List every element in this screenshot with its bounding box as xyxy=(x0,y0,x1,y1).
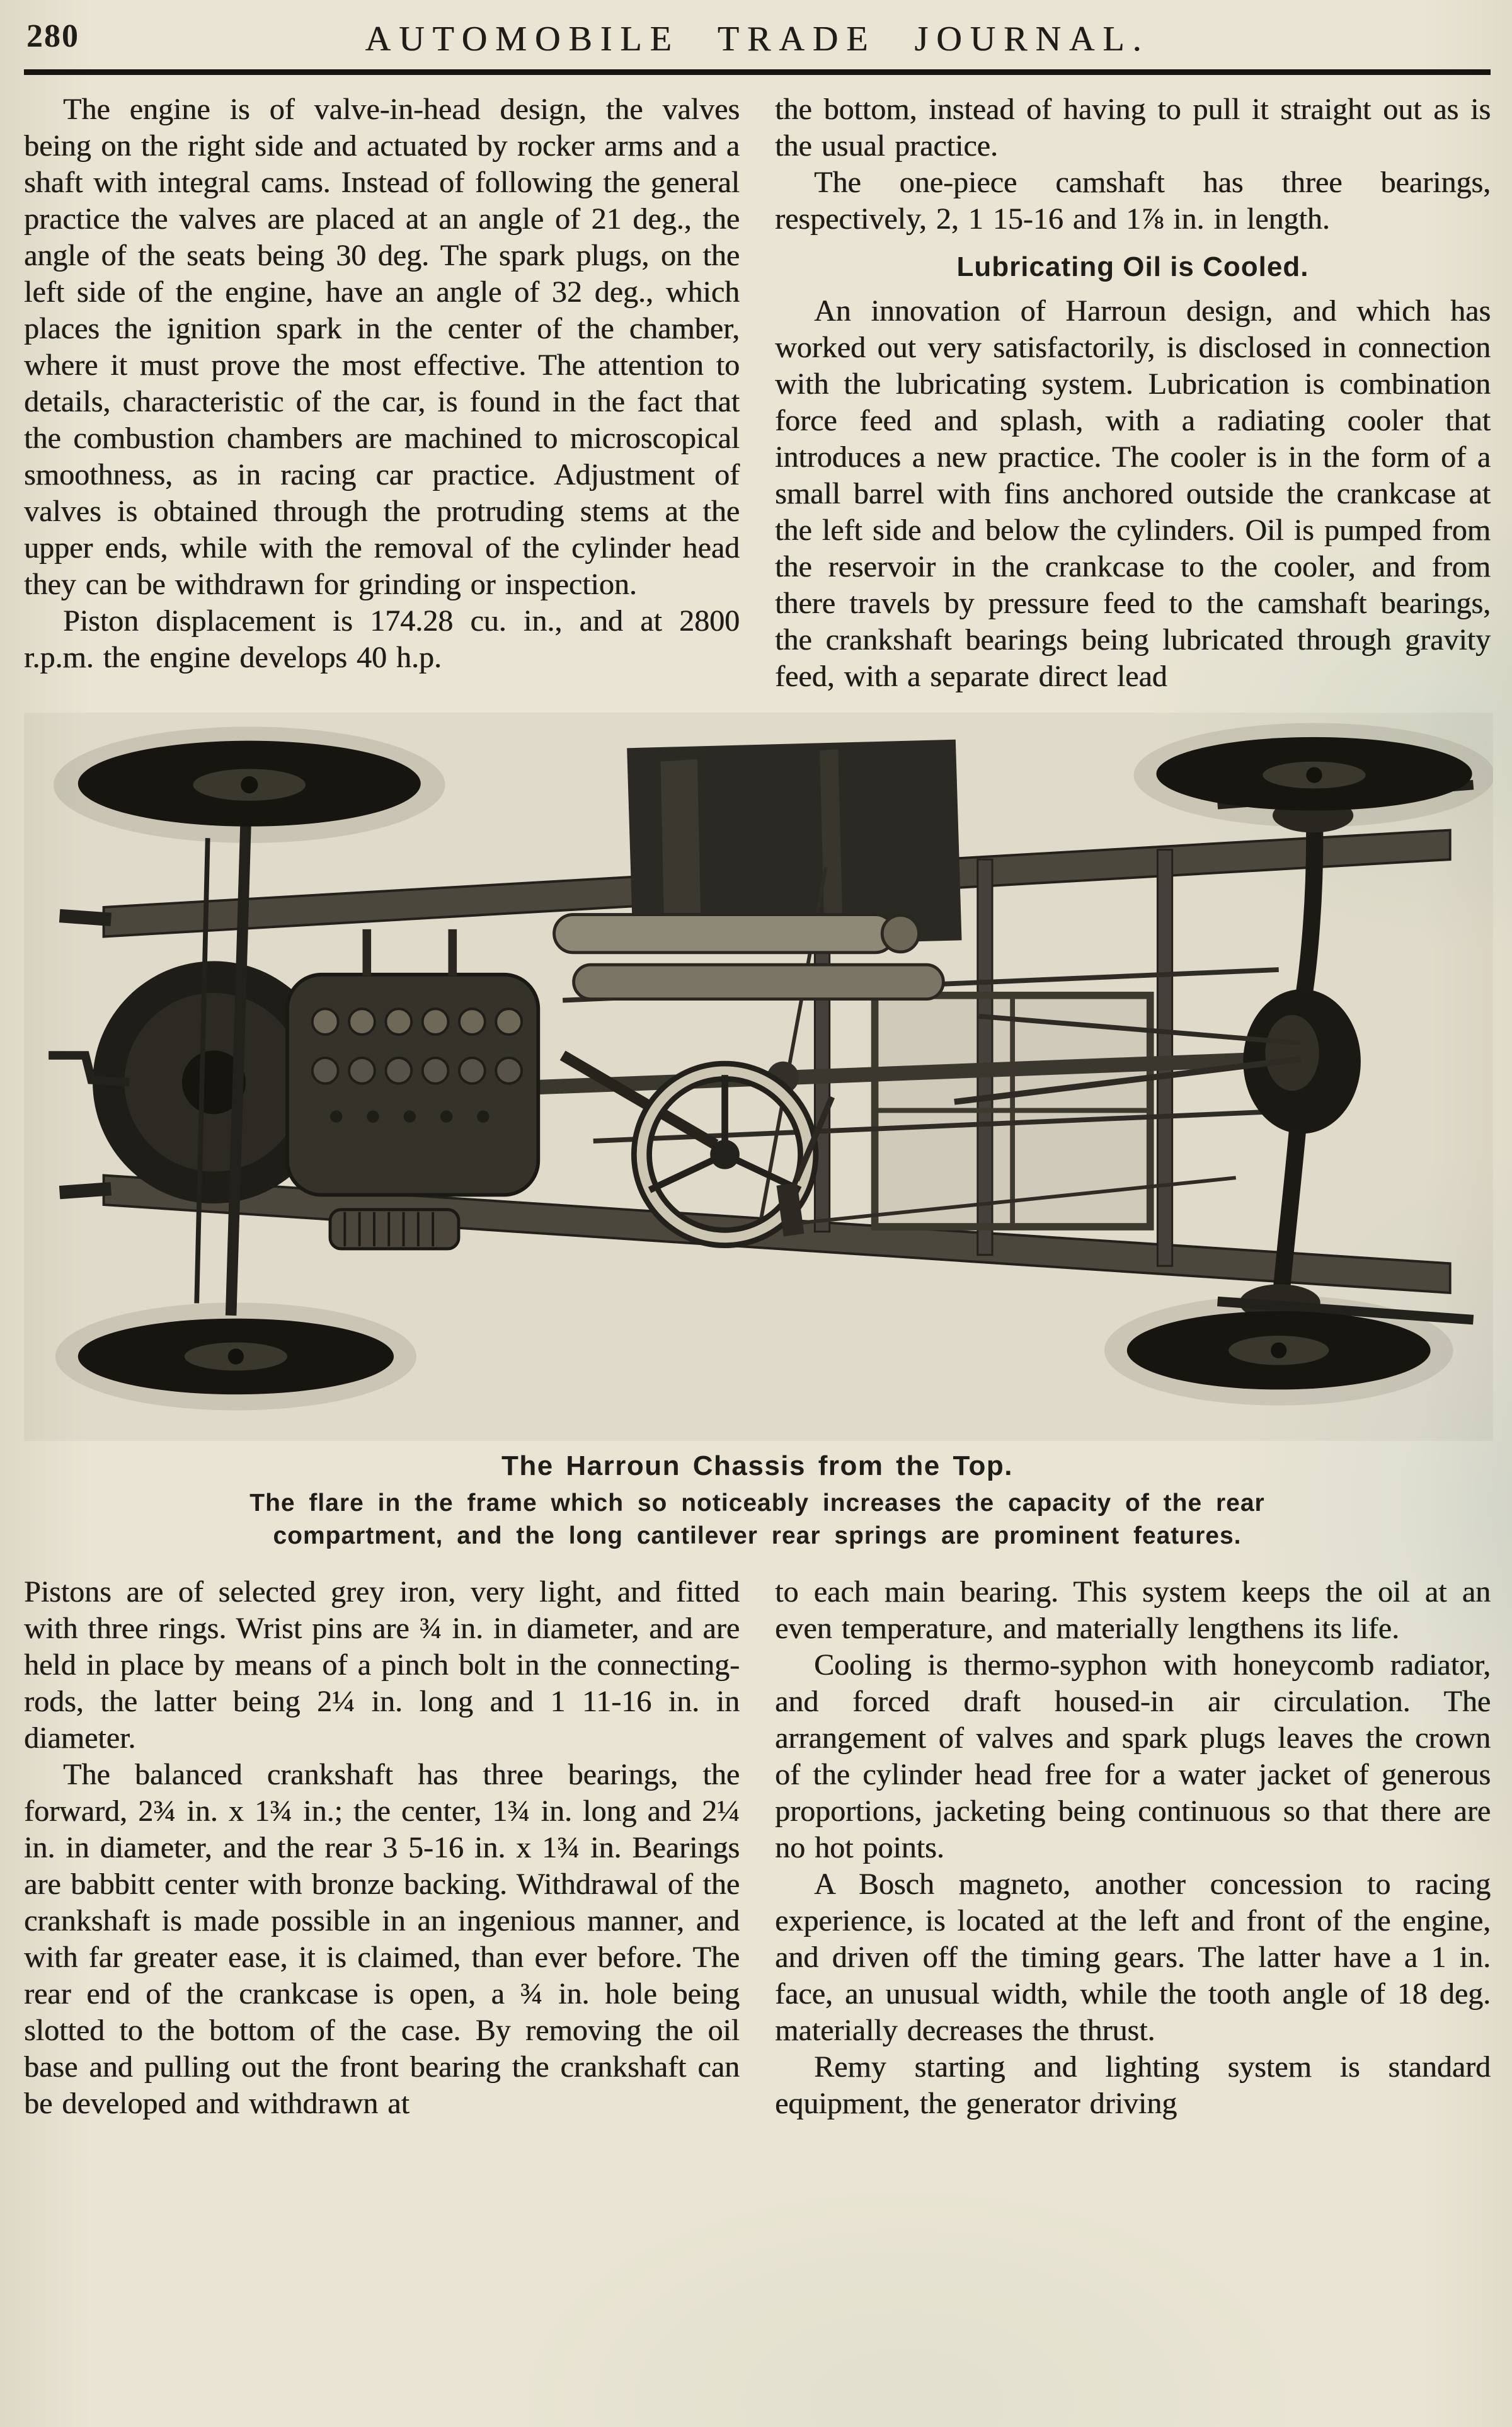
masthead xyxy=(24,14,1491,63)
paragraph: The one-piece camshaft has three bearings, respectively, 2, 1 15-16 and 1⅞ in. in length. xyxy=(775,166,1491,236)
rear-left-wheel xyxy=(1156,737,1472,811)
paragraph: The engine is of valve-in-head design, the valves being on the right side and actuated by rocker arms and a shaft with integral cams. Instead of following the general practice the valves are placed at an angle of 21 deg., the angle of the seats being 30 deg. The spark plugs, on the left side of the engine, have an angle of 32 deg., which places the ignition spark in the center of the chamber, where it must prove the most effective. The attention to details, characteristic of the car, is found in the fact that the combustion chambers are machined to microscopical smoothness, as in racing car practice. Adjustment of valves is obtained through the protruding stems at the upper ends, while with the removal of the cylinder head they can be withdrawn for grinding or inspection. xyxy=(24,93,740,601)
header-rule xyxy=(24,69,1491,75)
chassis-photo xyxy=(24,713,1493,1444)
top-right-column xyxy=(775,91,1491,695)
section-heading: Lubricating Oil is Cooled. xyxy=(956,251,1309,282)
paragraph: A Bosch magneto, another concession to racing experience, is located at the left and front of the engine, and driven off the timing gears. The latter have a 1 in. face, an unusual width, while the tooth angle of 18 deg. materially decreases the thrust. xyxy=(775,1868,1491,2047)
page-number: 280 xyxy=(26,18,79,54)
paragraph: to each main bearing. This system keeps the oil at an even temperature, and materially lengthens its life. xyxy=(775,1575,1491,1645)
bottom-text-section xyxy=(24,1574,1491,2122)
journal-title: AUTOMOBILE TRADE JOURNAL. xyxy=(365,20,1150,59)
paragraph: Pistons are of selected grey iron, very light, and fitted with three rings. Wrist pins are ¾ in. in diameter, and are held in place by means of a pinch bolt in the connecting-rods, the latter being 2¼ in. long and 1 11-16 in. in diameter. xyxy=(24,1575,740,1755)
paragraph: Piston displacement is 174.28 cu. in., and at 2800 r.p.m. the engine develops 40 h.p. xyxy=(24,604,740,674)
paragraph: Cooling is thermo-syphon with honeycomb radiator, and forced draft housed-in air circulation. The arrangement of valves and spark plugs leaves the crown of the cylinder head free for a water jacket of generous proportions, jacketing being continuous so that there are no hot points. xyxy=(775,1648,1491,1864)
chassis-illustration xyxy=(24,713,1493,1441)
figure-caption-title: The Harroun Chassis from the Top. xyxy=(501,1450,1014,1481)
paragraph: the bottom, instead of having to pull it straight out as is the usual practice. xyxy=(775,93,1491,163)
rear-right-wheel xyxy=(1127,1311,1431,1389)
figure-caption xyxy=(24,1450,1491,1552)
chassis-figure xyxy=(24,713,1491,1552)
bottom-left-column xyxy=(24,1574,740,2122)
paragraph: An innovation of Harroun design, and which has worked out very satisfactorily, is disclosed in connection with the lubricating system. Lubrication is combination force feed and splash, with a radiating cooler that introduces a new practice. The cooler is in the form of a small barrel with fins anchored outside the crankcase at the left side and below the cylinders. Oil is pumped from the reservoir in the crankcase to the cooler, and from there travels by pressure feed to the camshaft bearings, the crankshaft bearings being lubricated through gravity feed, with a separate direct lead xyxy=(775,294,1491,693)
top-text-section xyxy=(24,91,1491,695)
bottom-right-column xyxy=(775,1574,1491,2122)
figure-caption-text: The flare in the frame which so noticeably increases the capacity of the rear compartment, and the long cantilever rear springs are prominent features. xyxy=(249,1489,1265,1549)
front-right-wheel xyxy=(78,1319,394,1394)
paragraph: The balanced crankshaft has three bearings, the forward, 2¾ in. x 1¾ in.; the center, 1¾ in. long and 2¼ in. in diameter, and the rear 3 5-16 in. x 1¾ in. Bearings are babbitt center with bronze backing. Withdrawal of the crankshaft is made possible in an ingenious manner, and with far greater ease, it is claimed, than ever before. The rear end of the crankcase is open, a ¾ in. hole being slotted to the bottom of the case. By removing the oil base and pulling out the front bearing the crankshaft can be developed and withdrawn at xyxy=(24,1758,740,2120)
front-left-wheel xyxy=(78,741,421,827)
paragraph: Remy starting and lighting system is standard equipment, the generator driving xyxy=(775,2050,1491,2120)
top-left-column xyxy=(24,91,740,695)
